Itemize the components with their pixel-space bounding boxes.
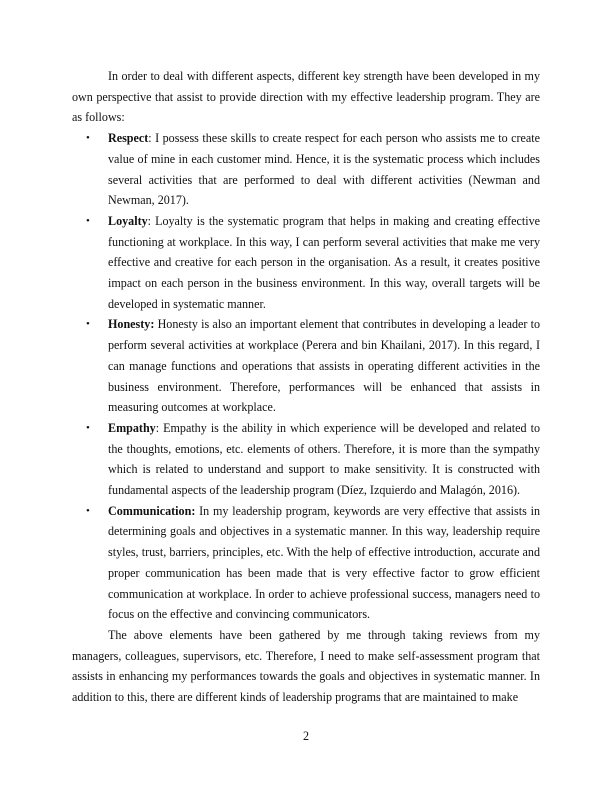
item-text: Honesty is also an important element that contributes in developing a leader to perform several activities at workplace (Perera and bin Khailani, 2017). In this regard, I can manage functions and operations that assists in operating different activities in the business environment. Therefore, performances will be enhanced that assists in measuring outcomes at workplace. <box>108 317 540 415</box>
list-item-communication <box>72 501 540 625</box>
page-content <box>72 66 540 708</box>
bullet-icon: • <box>86 132 90 145</box>
item-term: Communication: <box>108 503 196 518</box>
bullet-icon: • <box>86 214 90 227</box>
item-term: Respect <box>108 131 149 146</box>
item-term: Loyalty <box>108 213 148 228</box>
closing-paragraph: The above elements have been gathered by me through taking reviews from my managers, colleagues, supervisors, etc. Therefore, I need to make self-assessment program that assists in enhancing my performances towards the goals and objectives in systematic manner. In addition to this, there are different kinds of leadership programs that are maintained to make <box>72 627 540 705</box>
bullet-icon: • <box>86 421 90 434</box>
item-text: In my leadership program, keywords are very effective that assists in determining goals and objectives in a systematic manner. In this way, leadership require styles, trust, barriers, principles, etc. With the help of effective introduction, accurate and proper communication has been made that is very effective factor to grow efficient communication at workplace. In order to achieve professional success, managers need to focus on the effective and convincing communicators. <box>108 503 540 622</box>
bullet-icon: • <box>86 504 90 517</box>
item-text: : Empathy is the ability in which experience will be developed and related to the thoughts, emotions, etc. elements of others. Therefore, it is more than the sympathy which is related to understand and support to make sensitivity. It is constructed with fundamental aspects of the leadership program (Díez, Izquierdo and Malagón, 2016). <box>108 420 540 498</box>
item-term: Empathy <box>108 420 156 435</box>
list-item-honesty <box>72 314 540 418</box>
list-item-respect <box>72 128 540 211</box>
page-number: 2 <box>302 729 310 743</box>
bullet-icon: • <box>86 318 90 331</box>
list-item-empathy <box>72 418 540 501</box>
item-text: : I possess these skills to create respect for each person who assists me to create value of mine in each customer mind. Hence, it is the systematic process which includes several activities that are performed to deal with different activities (Newman and Newman, 2017). <box>108 131 540 208</box>
intro-paragraph: In order to deal with different aspects, different key strength have been developed in my own perspective that assist to provide direction with my effective leadership program. They are as follows: <box>72 69 540 125</box>
strengths-list <box>72 128 540 625</box>
item-term: Honesty: <box>108 317 155 332</box>
item-text: : Loyalty is the systematic program that helps in making and creating effective functioning at workplace. In this way, I can perform several activities that make me very effective and creative for each person in the organisation. As a result, it creates positive impact on each person in the business environment. In this way, overall targets will be developed in systematic manner. <box>108 213 540 311</box>
list-item-loyalty <box>72 211 540 315</box>
